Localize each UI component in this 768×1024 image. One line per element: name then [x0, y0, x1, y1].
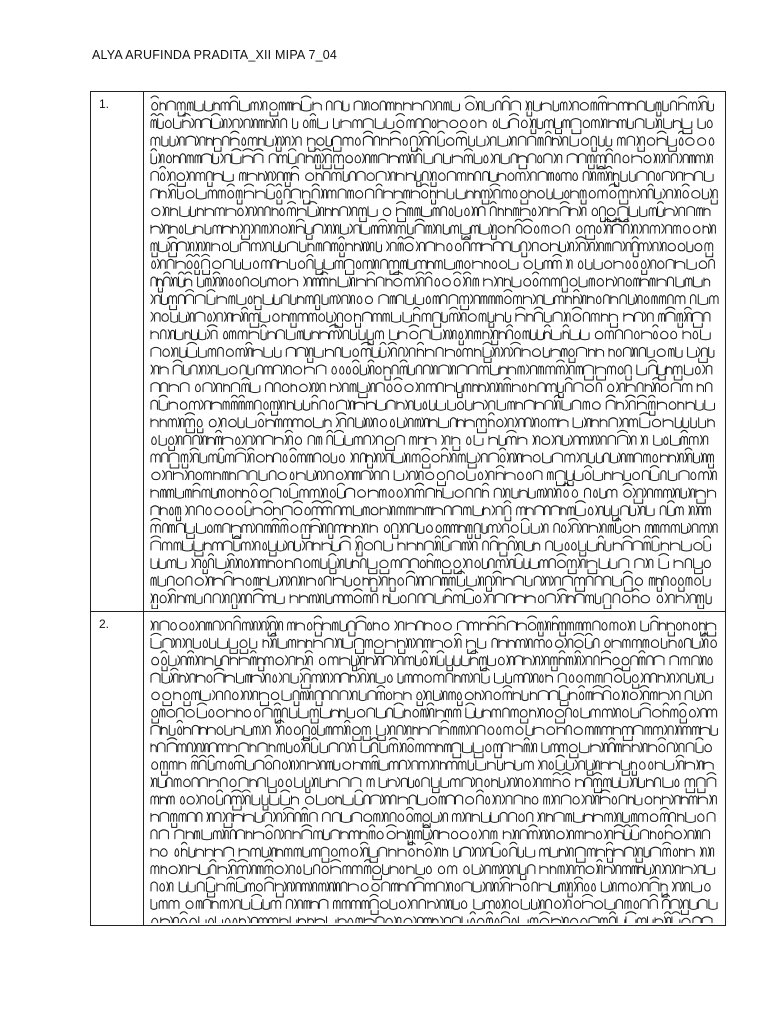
script-line	[151, 616, 716, 636]
script-line	[151, 413, 714, 433]
script-glyphs	[152, 703, 717, 723]
script-glyphs	[151, 378, 712, 398]
script-line	[151, 633, 716, 653]
script-glyphs	[152, 686, 711, 706]
script-line	[151, 96, 713, 116]
script-line	[151, 131, 714, 151]
column-divider	[143, 92, 144, 611]
script-glyphs	[151, 589, 711, 609]
script-line	[151, 554, 710, 574]
script-glyphs	[151, 395, 714, 415]
script-line	[151, 589, 711, 609]
script-glyphs	[151, 325, 710, 345]
script-line	[151, 342, 714, 362]
column-divider	[143, 612, 144, 925]
script-line	[151, 483, 716, 503]
row-number: 1.	[99, 97, 110, 111]
script-glyphs	[152, 755, 713, 775]
script-glyphs	[151, 290, 718, 310]
javanese-script-cell	[148, 94, 719, 609]
script-line	[151, 166, 713, 186]
script-glyphs	[151, 720, 717, 740]
script-glyphs	[151, 877, 710, 897]
script-glyphs	[152, 466, 716, 486]
script-glyphs	[151, 571, 710, 591]
javanese-script-cell	[148, 614, 719, 923]
javanese-script-text	[148, 94, 719, 609]
script-glyphs	[151, 483, 716, 503]
script-line	[151, 219, 715, 239]
script-line	[151, 378, 712, 398]
script-line	[152, 466, 716, 486]
script-line	[151, 860, 715, 880]
script-glyphs	[152, 912, 712, 923]
script-line	[151, 501, 710, 521]
script-line	[151, 272, 710, 292]
script-line	[151, 237, 713, 257]
table-row	[91, 92, 725, 612]
script-glyphs	[152, 430, 708, 450]
script-glyphs	[151, 360, 712, 380]
script-line	[151, 325, 710, 345]
script-glyphs	[151, 413, 714, 433]
page-header: ALYA ARUFINDA PRADITA_XII MIPA 7_04	[92, 48, 338, 62]
script-line	[151, 149, 712, 169]
script-line	[151, 571, 710, 591]
script-line	[152, 755, 713, 775]
script-line	[152, 202, 710, 222]
script-line	[151, 877, 710, 897]
script-glyphs	[152, 202, 710, 222]
script-line	[151, 360, 712, 380]
script-line	[152, 686, 711, 706]
script-glyphs	[151, 184, 717, 204]
script-line	[151, 184, 717, 204]
script-glyphs	[151, 114, 712, 134]
script-glyphs	[151, 272, 710, 292]
script-glyphs	[151, 219, 715, 239]
script-line	[152, 430, 708, 450]
script-line	[152, 912, 712, 923]
table-row	[91, 612, 725, 925]
script-line	[151, 518, 717, 538]
script-glyphs	[152, 254, 715, 274]
script-glyphs	[151, 96, 713, 116]
script-glyphs	[151, 518, 717, 538]
script-glyphs	[151, 633, 716, 653]
script-line	[151, 842, 714, 862]
script-glyphs	[151, 307, 710, 327]
row-number: 2.	[99, 617, 110, 631]
script-glyphs	[151, 536, 711, 556]
script-glyphs	[151, 237, 713, 257]
script-glyphs	[151, 166, 713, 186]
script-line	[151, 448, 713, 468]
script-line	[151, 114, 712, 134]
script-line	[151, 536, 711, 556]
script-glyphs	[151, 842, 714, 862]
script-glyphs	[151, 149, 712, 169]
script-line	[151, 395, 714, 415]
script-line	[151, 307, 710, 327]
script-line	[151, 720, 717, 740]
javanese-script-text	[148, 614, 719, 923]
script-glyphs	[151, 616, 716, 636]
script-glyphs	[151, 448, 713, 468]
script-glyphs	[151, 860, 715, 880]
script-line	[152, 703, 717, 723]
script-glyphs	[151, 131, 714, 151]
content-table	[90, 91, 726, 926]
script-glyphs	[151, 501, 710, 521]
script-glyphs	[151, 342, 714, 362]
script-glyphs	[151, 554, 710, 574]
script-line	[151, 290, 718, 310]
script-line	[152, 254, 715, 274]
